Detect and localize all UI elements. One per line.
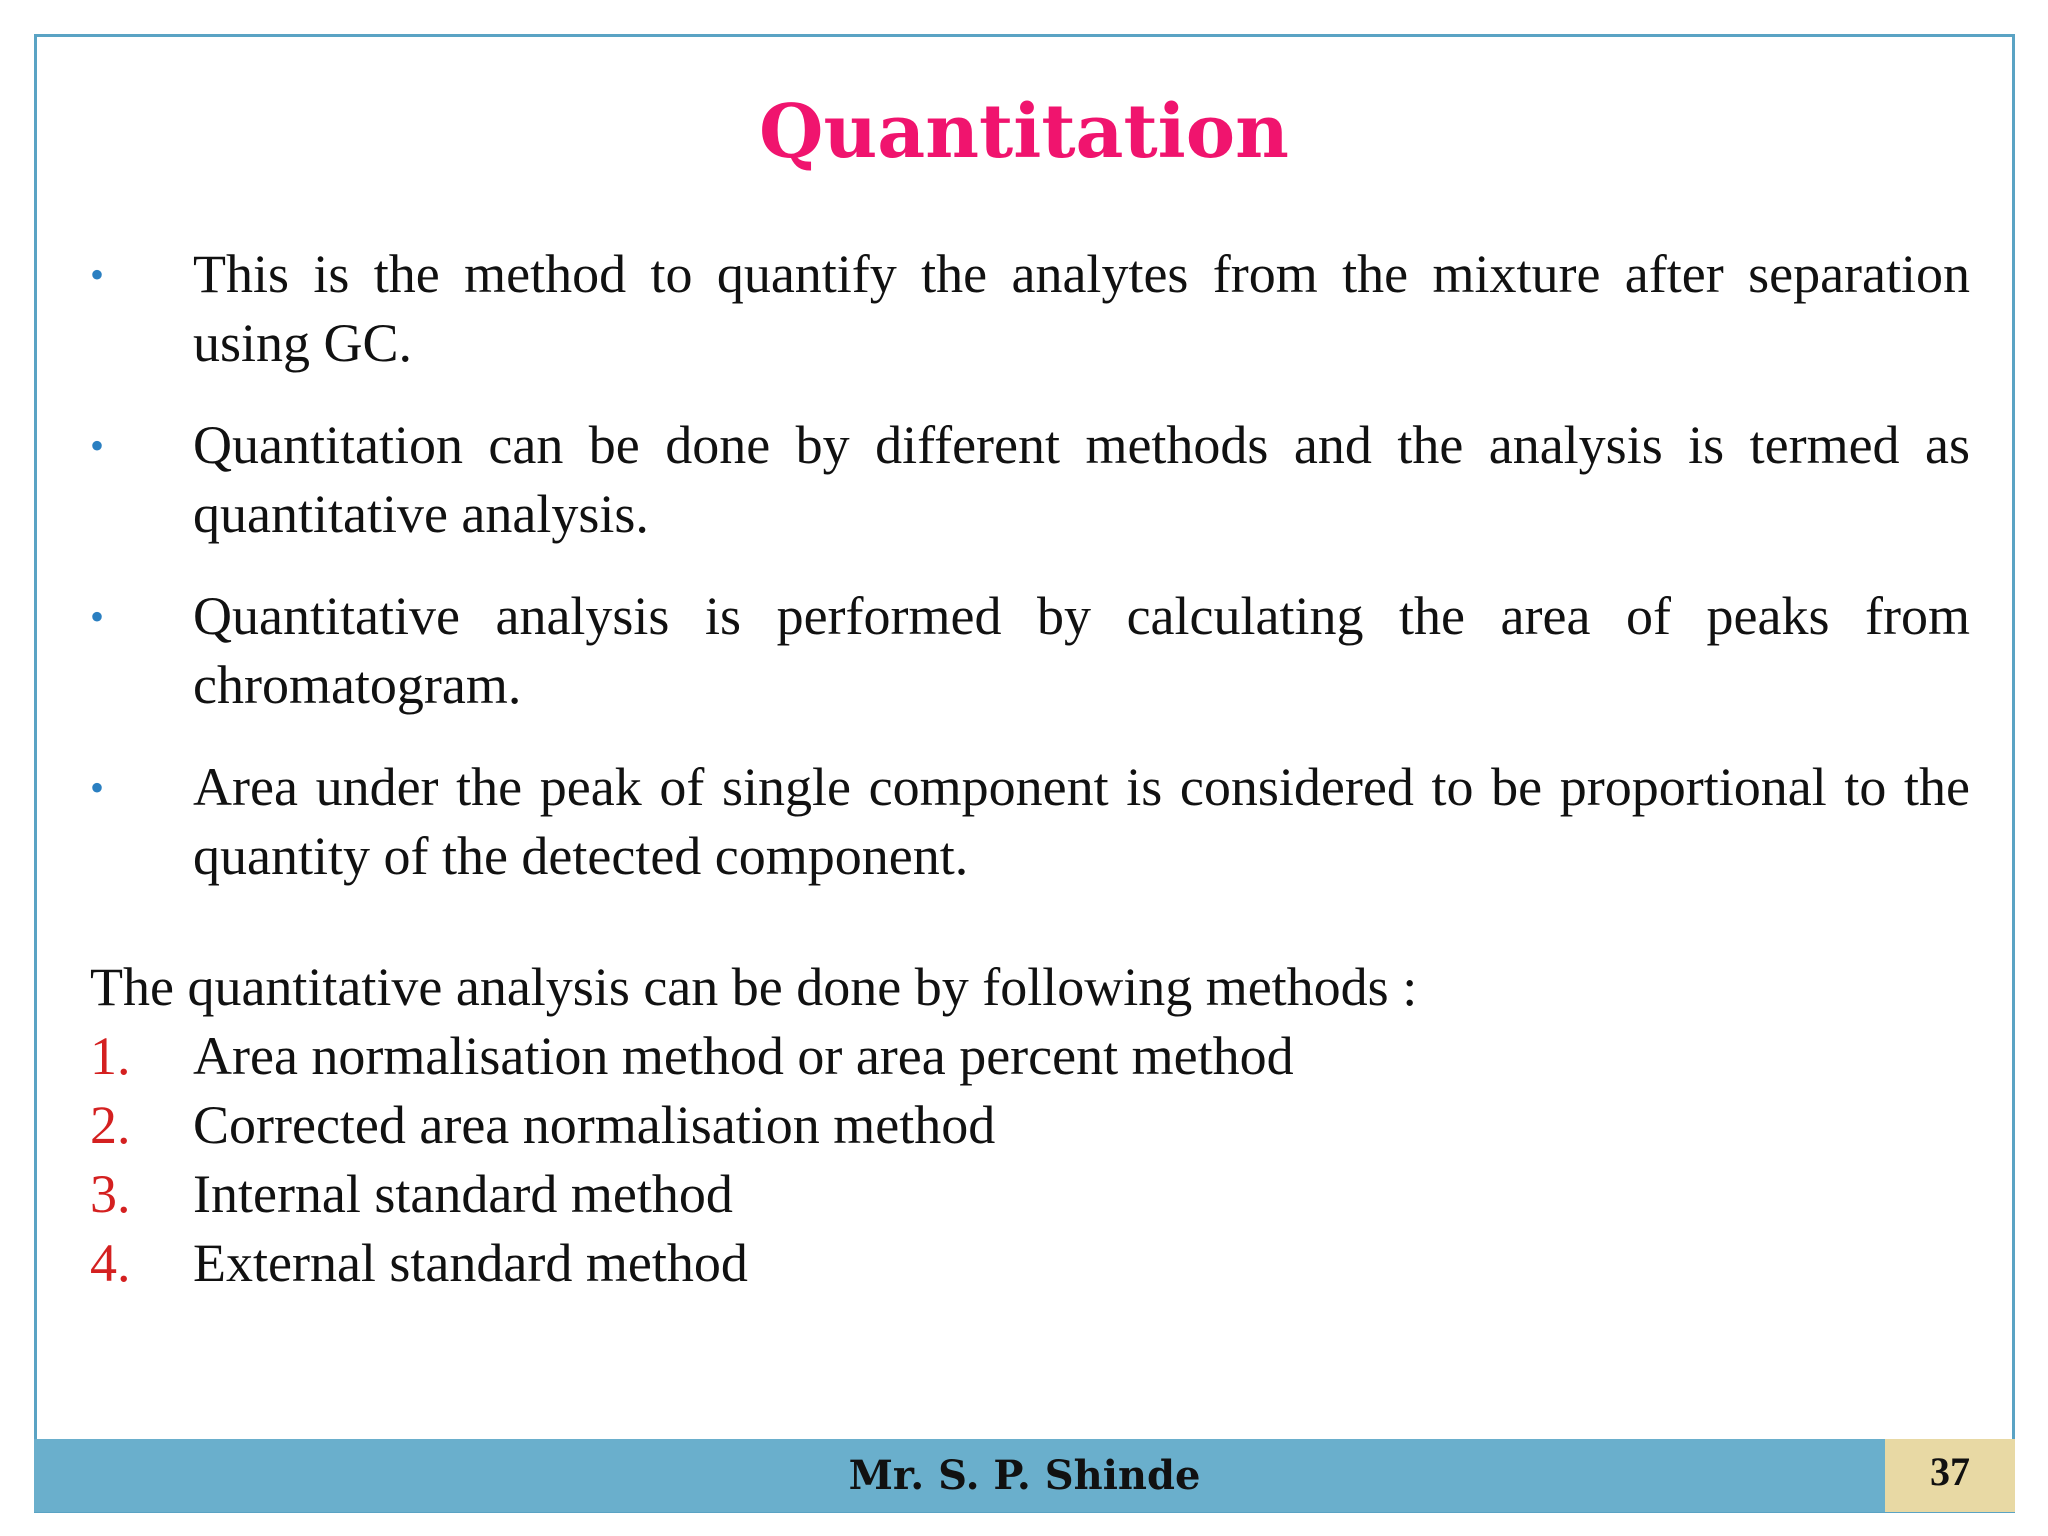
method-item (90, 1160, 1970, 1229)
bullet-marker: • (90, 252, 105, 297)
method-number: 4. (90, 1233, 131, 1293)
bullet-marker: • (90, 423, 105, 468)
bullet-item (90, 582, 1970, 720)
method-item (90, 1091, 1970, 1160)
method-text: Area normalisation method or area percent method (193, 1026, 1294, 1086)
method-text: Corrected area normalisation method (193, 1095, 996, 1155)
bullet-item (90, 411, 1970, 549)
slide-title: Quantitation (759, 89, 1289, 175)
method-item (90, 1022, 1970, 1091)
bullet-item (90, 753, 1970, 891)
method-number: 2. (90, 1095, 131, 1155)
bullet-marker: • (90, 594, 105, 639)
method-text: Internal standard method (193, 1164, 733, 1224)
method-number: 1. (90, 1026, 131, 1086)
page-number: 37 (1885, 1439, 2015, 1512)
bullet-list (90, 240, 1970, 891)
method-number: 3. (90, 1164, 131, 1224)
bullet-text: Quantitative analysis is performed by calculating the area of peaks from chromatogram. (193, 586, 1970, 715)
bullet-item (90, 240, 1970, 378)
bullet-text: This is the method to quantify the analytes from the mixture after separation using GC. (193, 244, 1970, 373)
method-item (90, 1229, 1970, 1298)
bullet-text: Area under the peak of single component is considered to be proportional to the quantity of the detected component. (193, 757, 1970, 886)
methods-list (90, 1022, 1970, 1298)
footer-bar (34, 1439, 2015, 1512)
footer-author: Mr. S. P. Shinde (848, 1452, 1201, 1499)
method-text: External standard method (193, 1233, 748, 1293)
methods-intro: The quantitative analysis can be done by following methods : (90, 957, 1418, 1017)
slide-content (90, 240, 1970, 1298)
bullet-marker: • (90, 765, 105, 810)
bullet-text: Quantitation can be done by different methods and the analysis is termed as quantitative analysis. (193, 415, 1970, 544)
